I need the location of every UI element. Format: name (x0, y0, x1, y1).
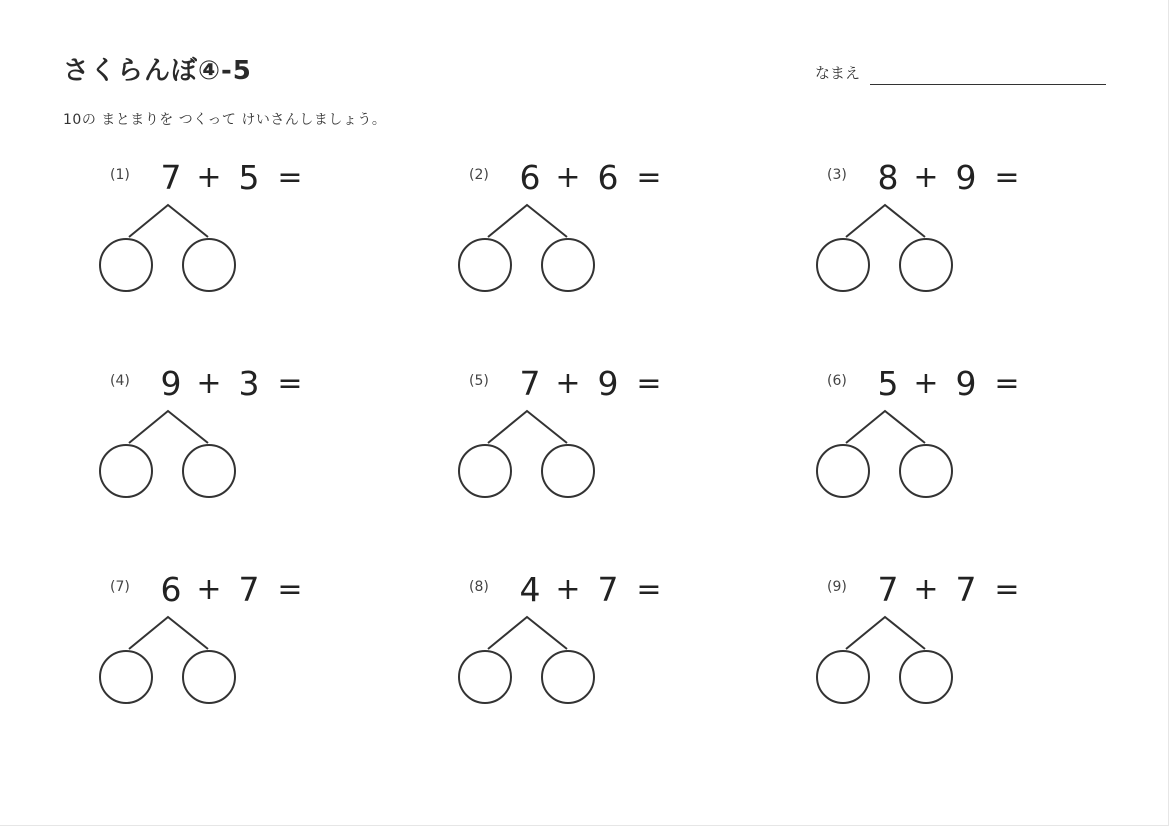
problem-number: (9) (827, 579, 847, 595)
problem-number: (6) (827, 373, 847, 389)
cherry-diagram (457, 391, 597, 486)
cherry-diagram (815, 597, 955, 692)
problem-number: (1) (110, 167, 130, 183)
operand-b: 7 (597, 570, 619, 609)
cherry-branch (129, 411, 208, 443)
equals-sign: = (994, 366, 1020, 401)
problem-8 (469, 572, 709, 712)
problem-number: (3) (827, 167, 847, 183)
problem-number: (2) (469, 167, 489, 183)
operand-a: 8 (877, 158, 899, 197)
problem-5 (469, 366, 709, 506)
cherry-circle-left (459, 651, 511, 703)
worksheet-title: さくらんぼ④-5 (63, 56, 252, 86)
cherry-branch (488, 411, 567, 443)
operand-b: 7 (238, 570, 260, 609)
cherry-diagram (815, 185, 955, 280)
plus-sign: + (196, 572, 222, 607)
equals-sign: = (636, 366, 662, 401)
cherry-branch (846, 411, 925, 443)
problem-9 (827, 572, 1067, 712)
cherry-circle-left (817, 651, 869, 703)
cherry-circle-left (100, 445, 152, 497)
cherry-branch (846, 205, 925, 237)
operand-b: 5 (238, 158, 260, 197)
cherry-circle-left (817, 445, 869, 497)
plus-sign: + (555, 572, 581, 607)
problem-number: (4) (110, 373, 130, 389)
problem-number: (7) (110, 579, 130, 595)
cherry-branch (129, 617, 208, 649)
equals-sign: = (994, 572, 1020, 607)
operand-b: 6 (597, 158, 619, 197)
cherry-diagram (98, 597, 238, 692)
plus-sign: + (555, 160, 581, 195)
problem-6 (827, 366, 1067, 506)
operand-b: 9 (955, 364, 977, 403)
name-label: なまえ (815, 64, 861, 82)
cherry-circle-right (900, 239, 952, 291)
cherry-circle-right (900, 445, 952, 497)
cherry-branch (488, 205, 567, 237)
cherry-circle-right (542, 651, 594, 703)
name-field-area (815, 62, 1107, 88)
name-write-line[interactable] (870, 84, 1106, 85)
operand-b: 9 (597, 364, 619, 403)
equals-sign: = (636, 572, 662, 607)
instruction-text: 10の まとまりを つくって けいさんしましょう。 (63, 112, 387, 128)
equals-sign: = (636, 160, 662, 195)
problem-7 (110, 572, 350, 712)
cherry-branch (846, 617, 925, 649)
cherry-circle-right (183, 651, 235, 703)
cherry-branch (488, 617, 567, 649)
equals-sign: = (277, 366, 303, 401)
cherry-circle-left (100, 239, 152, 291)
plus-sign: + (555, 366, 581, 401)
equals-sign: = (277, 160, 303, 195)
cherry-diagram (815, 391, 955, 486)
cherry-circle-right (900, 651, 952, 703)
problem-3 (827, 160, 1067, 300)
cherry-circle-right (183, 445, 235, 497)
cherry-diagram (98, 185, 238, 280)
cherry-circle-left (817, 239, 869, 291)
cherry-circle-right (542, 239, 594, 291)
plus-sign: + (196, 366, 222, 401)
operand-a: 7 (877, 570, 899, 609)
cherry-diagram (457, 597, 597, 692)
operand-a: 4 (519, 570, 541, 609)
operand-a: 7 (519, 364, 541, 403)
cherry-diagram (457, 185, 597, 280)
problem-number: (8) (469, 579, 489, 595)
problem-4 (110, 366, 350, 506)
operand-a: 9 (160, 364, 182, 403)
plus-sign: + (913, 572, 939, 607)
equals-sign: = (994, 160, 1020, 195)
operand-b: 9 (955, 158, 977, 197)
problem-number: (5) (469, 373, 489, 389)
cherry-circle-right (183, 239, 235, 291)
plus-sign: + (196, 160, 222, 195)
cherry-branch (129, 205, 208, 237)
cherry-circle-left (459, 239, 511, 291)
operand-a: 5 (877, 364, 899, 403)
problem-1 (110, 160, 350, 300)
operand-a: 6 (160, 570, 182, 609)
plus-sign: + (913, 366, 939, 401)
cherry-circle-right (542, 445, 594, 497)
cherry-circle-left (459, 445, 511, 497)
operand-b: 3 (238, 364, 260, 403)
cherry-diagram (98, 391, 238, 486)
cherry-circle-left (100, 651, 152, 703)
problem-2 (469, 160, 709, 300)
plus-sign: + (913, 160, 939, 195)
operand-a: 6 (519, 158, 541, 197)
operand-b: 7 (955, 570, 977, 609)
equals-sign: = (277, 572, 303, 607)
operand-a: 7 (160, 158, 182, 197)
